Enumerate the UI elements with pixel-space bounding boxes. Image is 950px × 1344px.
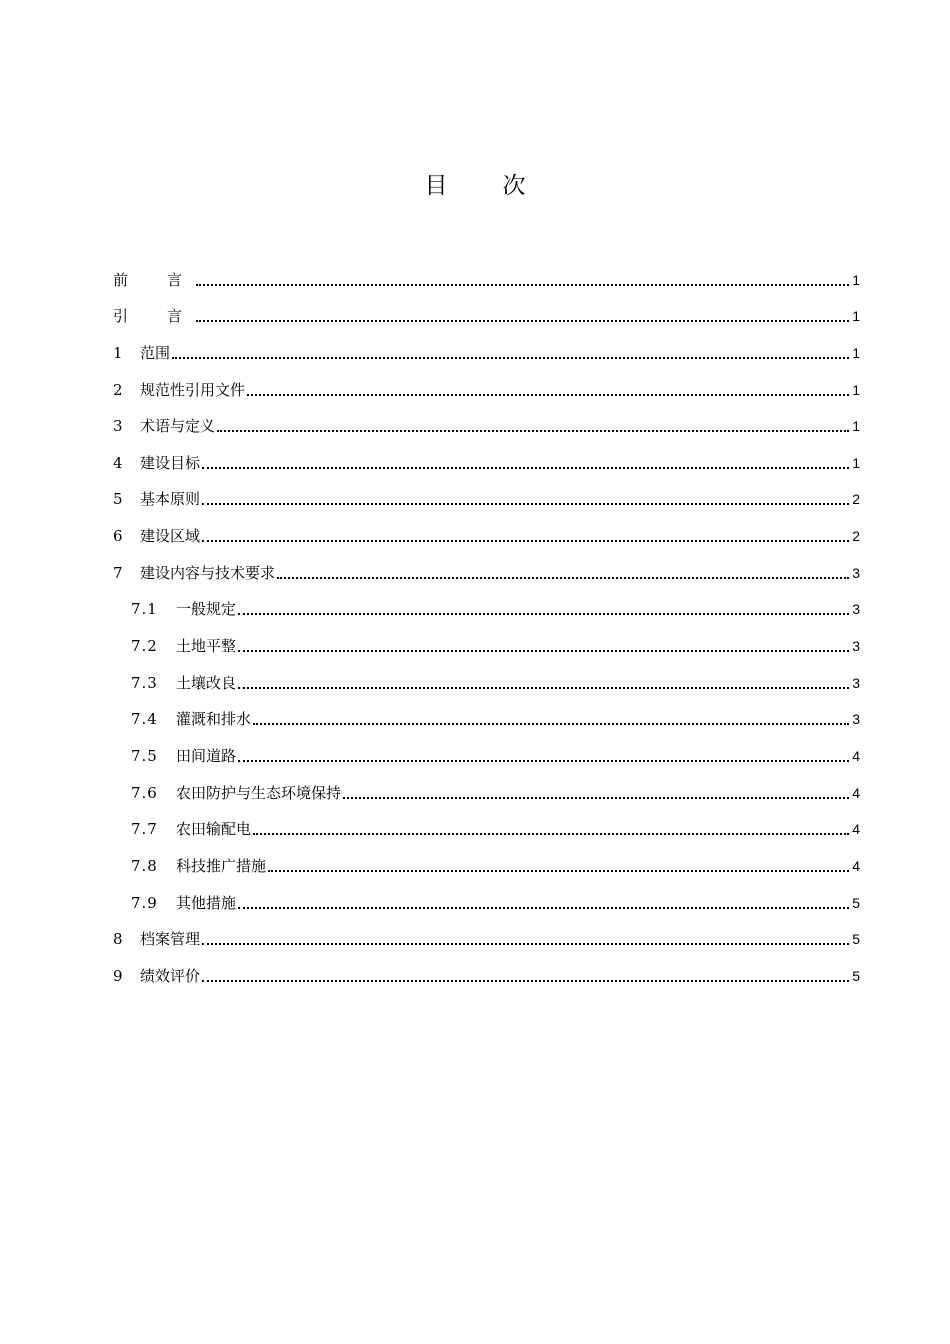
toc-entry-title: 农田防护与生态环境保持 — [176, 783, 342, 802]
page-title: 目 次 — [424, 173, 542, 199]
toc-entry-title: 土壤改良 — [176, 673, 237, 692]
toc-entry-number: 7.4 — [131, 710, 158, 729]
toc-entry-number: 2 — [113, 380, 123, 399]
dot-leader — [247, 394, 849, 396]
toc-entry-title: 一般规定 — [176, 600, 237, 619]
dot-leader — [196, 284, 849, 286]
dot-leader — [202, 540, 849, 542]
toc-entry-number: 7.9 — [131, 893, 158, 912]
toc-entry[interactable] — [113, 880, 860, 917]
toc-entry[interactable] — [113, 330, 860, 367]
toc-entry-title: 田间道路 — [176, 746, 237, 765]
toc-entry-number: 9 — [113, 966, 123, 985]
toc-entry-number: 1 — [113, 343, 123, 362]
dot-leader — [238, 650, 849, 652]
toc-entry-page-number: 3 — [852, 601, 860, 618]
dot-leader — [238, 687, 849, 689]
toc-entry-title: 引 言 — [113, 307, 195, 326]
toc-entry-title: 科技推广措施 — [176, 856, 267, 875]
toc-entry[interactable] — [113, 440, 860, 477]
dot-leader — [238, 760, 849, 762]
toc-entry-number: 7.3 — [131, 673, 158, 692]
toc-entry-title: 规范性引用文件 — [140, 380, 246, 399]
toc-entry[interactable] — [113, 953, 860, 990]
toc-entry-title: 前 言 — [113, 270, 195, 289]
toc-entry-number: 7.5 — [131, 746, 158, 765]
toc-entry[interactable] — [113, 587, 860, 624]
dot-leader — [253, 723, 849, 725]
dot-leader — [238, 907, 849, 909]
dot-leader — [202, 943, 849, 945]
toc-entry-page-number: 1 — [852, 344, 860, 361]
toc-entry-number: 7.2 — [131, 637, 158, 656]
toc-entry[interactable] — [113, 404, 860, 441]
dot-leader — [268, 870, 849, 872]
dot-leader — [238, 613, 849, 615]
toc-entry-title: 其他措施 — [176, 893, 237, 912]
toc-entry-page-number: 1 — [852, 381, 860, 398]
dot-leader — [202, 467, 849, 469]
toc-entry-number: 3 — [113, 417, 123, 436]
toc-entry-page-number: 3 — [852, 674, 860, 691]
dot-leader — [343, 797, 849, 799]
toc-entry-page-number: 2 — [852, 528, 860, 545]
toc-entry[interactable] — [113, 550, 860, 587]
dot-leader — [277, 577, 849, 579]
toc-entry-page-number: 1 — [852, 454, 860, 471]
toc-entry-title: 建设目标 — [140, 453, 201, 472]
toc-entry[interactable] — [113, 623, 860, 660]
dot-leader — [196, 320, 849, 322]
toc-entry[interactable] — [113, 477, 860, 514]
toc-entry-number: 7.7 — [131, 820, 158, 839]
toc-entry-title: 灌溉和排水 — [176, 710, 252, 729]
toc-entry-title: 范围 — [140, 343, 171, 362]
toc-entry[interactable] — [113, 367, 860, 404]
toc-entry[interactable] — [113, 697, 860, 734]
toc-entry-title: 绩效评价 — [140, 966, 201, 985]
toc-entry[interactable] — [113, 843, 860, 880]
toc-entry-number: 7.6 — [131, 783, 158, 802]
table-of-contents — [113, 257, 860, 990]
toc-entry[interactable] — [113, 770, 860, 807]
toc-entry-page-number: 5 — [852, 894, 860, 911]
toc-entry-title: 土地平整 — [176, 637, 237, 656]
dot-leader — [217, 430, 849, 432]
toc-entry-page-number: 3 — [852, 638, 860, 655]
toc-entry-page-number: 4 — [852, 784, 860, 801]
toc-entry-number: 8 — [113, 930, 123, 949]
toc-entry-page-number: 1 — [852, 308, 860, 325]
toc-entry-title: 农田输配电 — [176, 820, 252, 839]
toc-entry-page-number: 1 — [852, 418, 860, 435]
dot-leader — [202, 503, 849, 505]
toc-entry-number: 7 — [113, 563, 123, 582]
toc-entry[interactable] — [113, 513, 860, 550]
toc-entry-page-number: 2 — [852, 491, 860, 508]
toc-entry-number: 5 — [113, 490, 123, 509]
toc-entry[interactable] — [113, 807, 860, 844]
dot-leader — [172, 357, 849, 359]
toc-entry-number: 7.8 — [131, 856, 158, 875]
toc-entry-title: 建设区域 — [140, 527, 201, 546]
toc-entry-title: 建设内容与技术要求 — [140, 563, 276, 582]
toc-entry-page-number: 4 — [852, 747, 860, 764]
toc-entry-title: 基本原则 — [140, 490, 201, 509]
toc-entry[interactable] — [113, 660, 860, 697]
toc-entry-page-number: 3 — [852, 564, 860, 581]
toc-entry-page-number: 4 — [852, 821, 860, 838]
toc-entry-page-number: 1 — [852, 271, 860, 288]
toc-entry-number: 4 — [113, 453, 123, 472]
toc-entry-number: 6 — [113, 527, 123, 546]
toc-entry[interactable] — [113, 294, 860, 331]
toc-entry-title: 档案管理 — [140, 930, 201, 949]
toc-entry-number: 7.1 — [131, 600, 158, 619]
toc-entry[interactable] — [113, 917, 860, 954]
toc-entry[interactable] — [113, 257, 860, 294]
toc-entry[interactable] — [113, 733, 860, 770]
toc-entry-page-number: 4 — [852, 857, 860, 874]
dot-leader — [202, 980, 849, 982]
toc-entry-page-number: 5 — [852, 931, 860, 948]
toc-entry-page-number: 5 — [852, 967, 860, 984]
toc-entry-title: 术语与定义 — [140, 417, 216, 436]
toc-entry-page-number: 3 — [852, 711, 860, 728]
dot-leader — [253, 833, 849, 835]
